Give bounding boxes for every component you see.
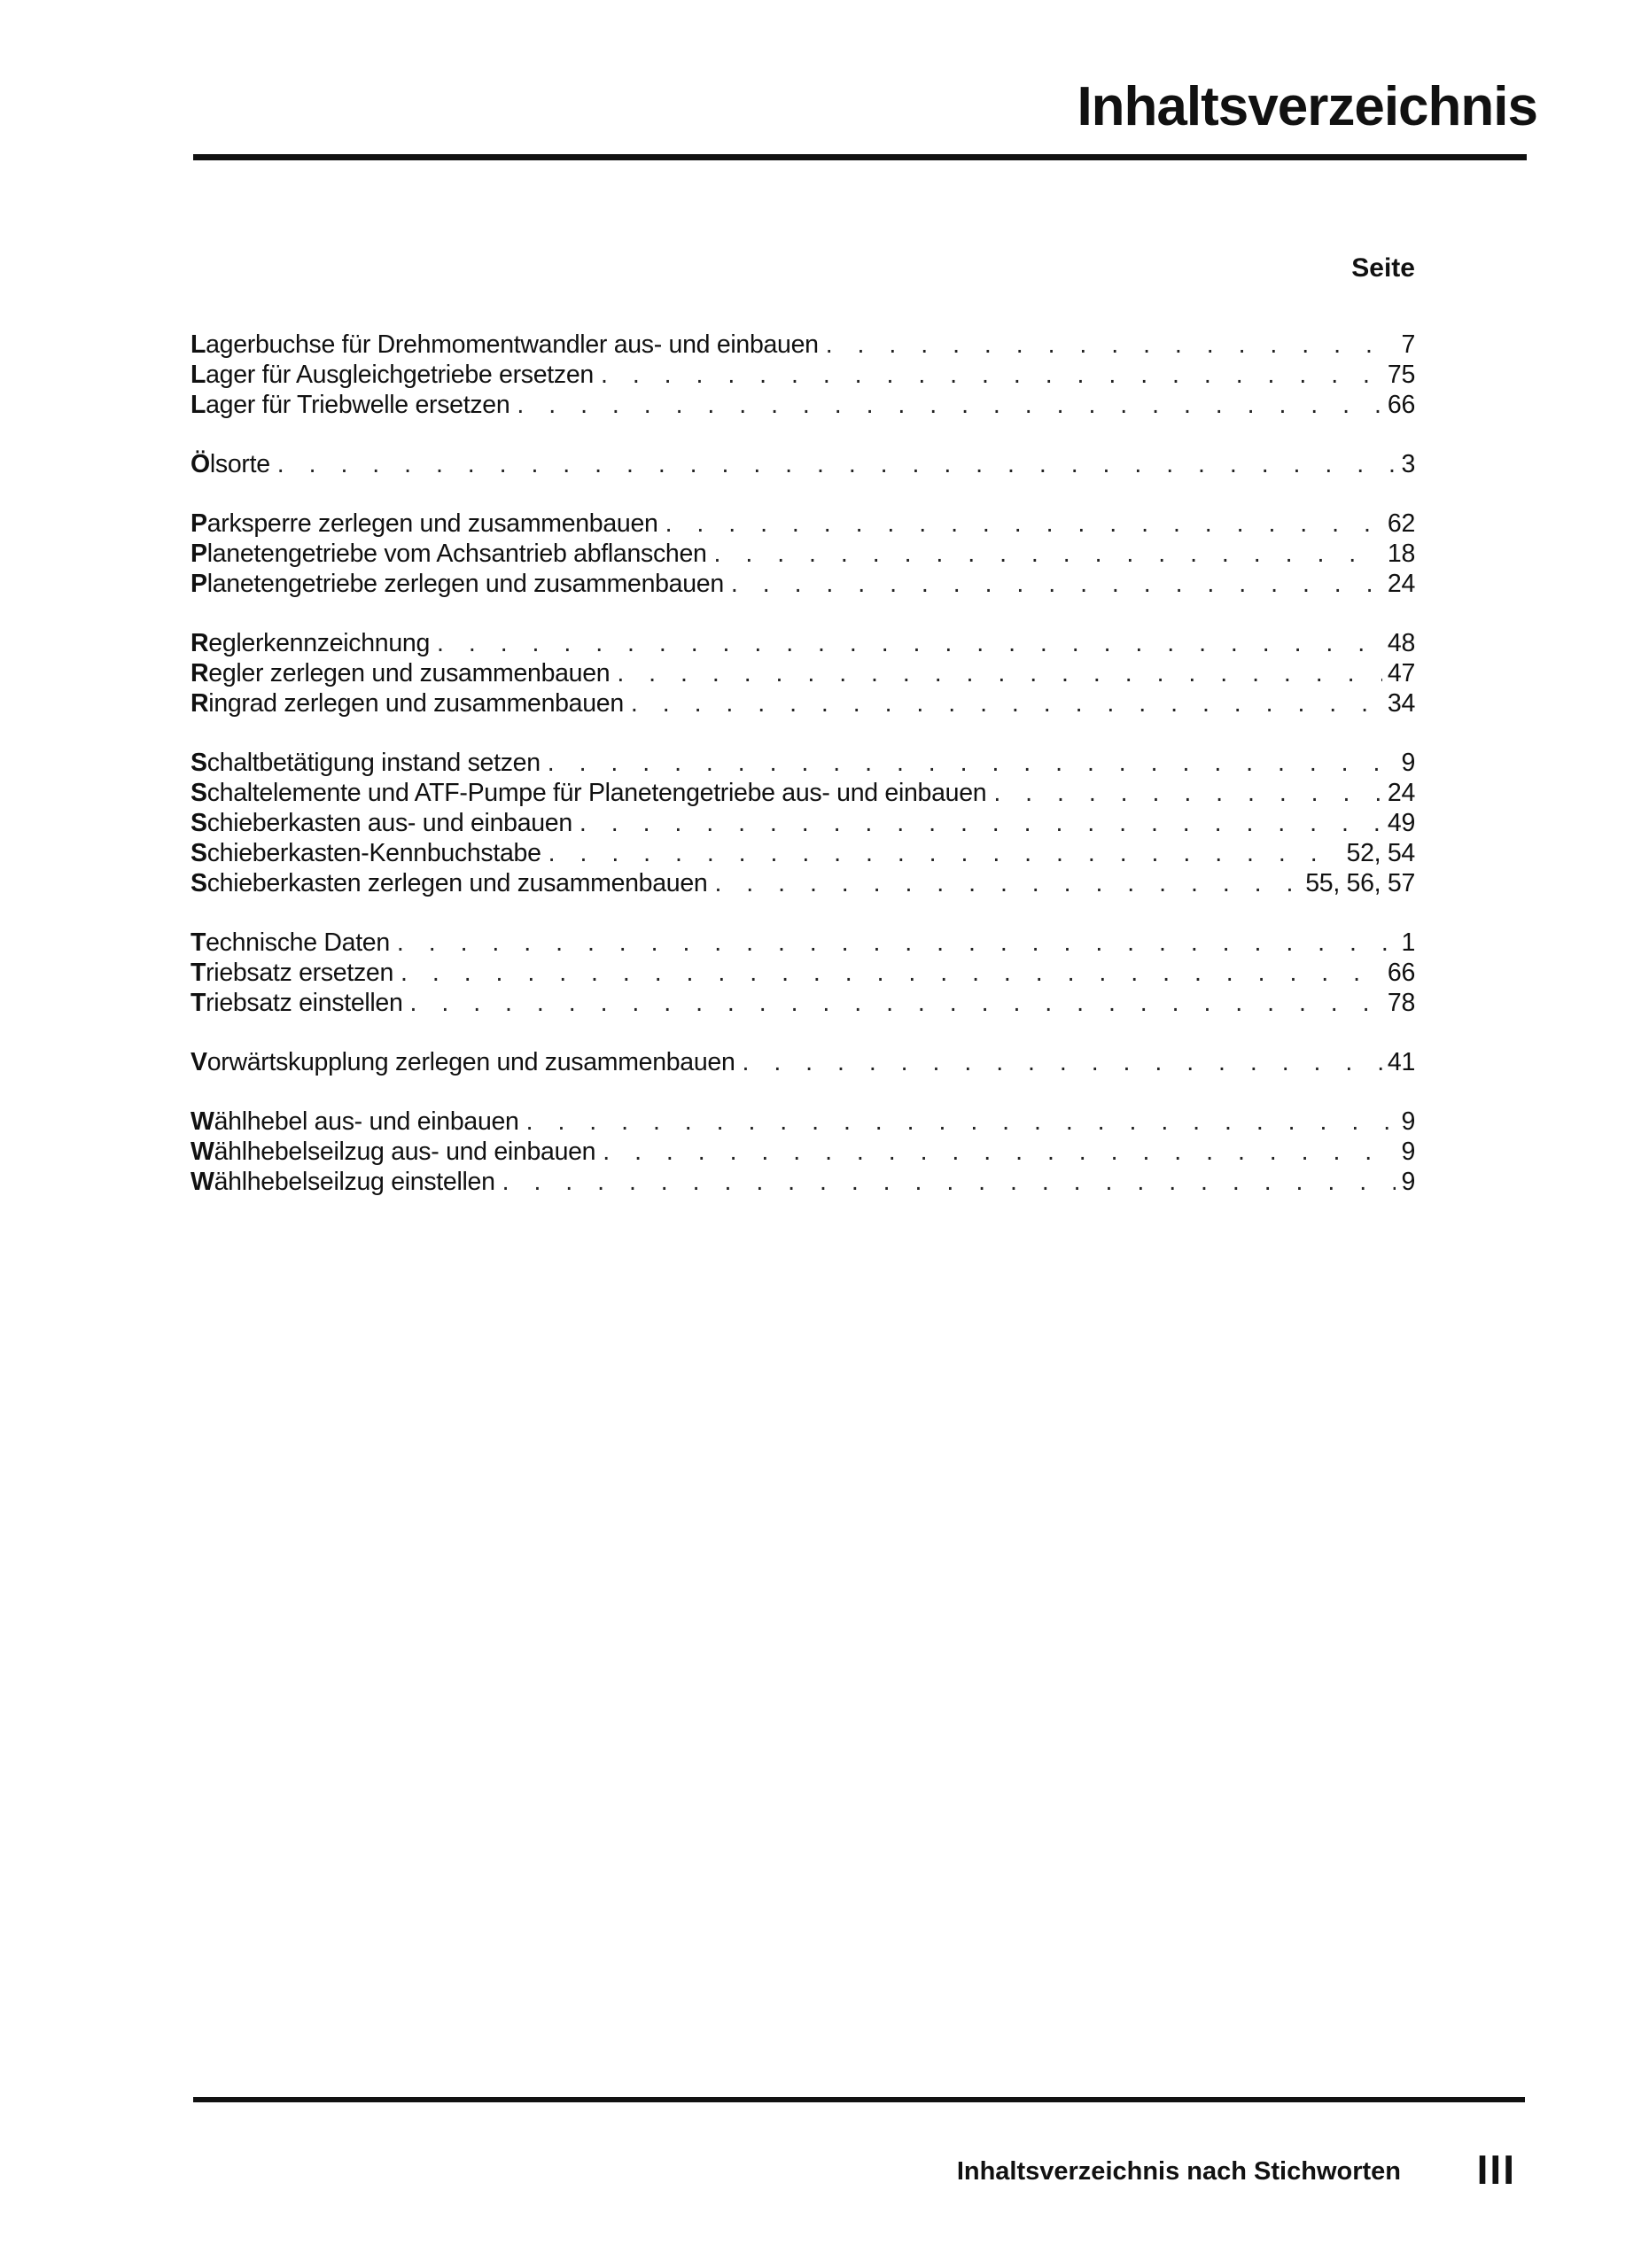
toc-group <box>191 509 1415 599</box>
toc-entry-page: 48 <box>1387 629 1415 657</box>
dot-leader <box>603 1137 1396 1167</box>
bottom-rule <box>193 2097 1525 2102</box>
toc-entry-page: 49 <box>1387 809 1415 837</box>
dot-leader <box>579 808 1382 838</box>
toc-entry-title: Schaltelemente und ATF-Pumpe für Planetengetriebe aus- und einbauen <box>191 779 987 807</box>
dot-leader <box>601 360 1382 390</box>
toc-entry-title: Reglerkennzeichnung <box>191 629 431 657</box>
toc-entry-page: 7 <box>1401 330 1415 359</box>
toc-entry-page: 9 <box>1401 1138 1415 1166</box>
toc-entry <box>191 748 1415 778</box>
toc-entry-title: Schieberkasten-Kennbuchstabe <box>191 839 541 867</box>
toc-entry-page: 66 <box>1387 959 1415 987</box>
toc-entry-page: 66 <box>1387 391 1415 419</box>
toc-entry-page: 18 <box>1387 540 1415 568</box>
toc-entry-title: Vorwärtskupplung zerlegen und zusammenbauen <box>191 1048 735 1076</box>
toc-entry-title: Parksperre zerlegen und zusammenbauen <box>191 509 658 538</box>
toc-entry-page: 75 <box>1387 361 1415 389</box>
toc-group <box>191 449 1415 479</box>
dot-leader <box>731 569 1382 599</box>
toc-entry-page: 47 <box>1387 659 1415 687</box>
toc-entry <box>191 628 1415 658</box>
toc-entry-title: Ringrad zerlegen und zusammenbauen <box>191 689 624 718</box>
toc-group <box>191 748 1415 898</box>
dot-leader <box>631 688 1382 718</box>
toc-entry <box>191 569 1415 599</box>
toc-entry-title: Schaltbetätigung instand setzen <box>191 749 541 777</box>
toc-entry-title: Schieberkasten aus- und einbauen <box>191 809 572 837</box>
toc-entry <box>191 1107 1415 1137</box>
page-column-label: Seite <box>1351 253 1415 283</box>
page-title: Inhaltsverzeichnis <box>1077 76 1537 137</box>
dot-leader <box>826 330 1396 360</box>
toc-entry-title: Wählhebel aus- und einbauen <box>191 1107 519 1136</box>
toc-entry-title: Wählhebelseilzug aus- und einbauen <box>191 1138 596 1166</box>
toc-entry <box>191 808 1415 838</box>
toc-group <box>191 1107 1415 1197</box>
toc-entry <box>191 838 1415 868</box>
dot-leader <box>617 658 1382 688</box>
dot-leader <box>548 748 1396 778</box>
dot-leader <box>401 958 1382 988</box>
dot-leader <box>548 838 1342 868</box>
toc-entry-title: Technische Daten <box>191 928 390 957</box>
toc-entry <box>191 449 1415 479</box>
toc-entry-page: 24 <box>1387 779 1415 807</box>
toc-entry <box>191 390 1415 420</box>
toc-entry-page: 9 <box>1401 749 1415 777</box>
toc-entry-title: Lager für Triebwelle ersetzen <box>191 391 510 419</box>
toc-entry-title: Regler zerlegen und zusammenbauen <box>191 659 611 687</box>
toc-entry-title: Wählhebelseilzug einstellen <box>191 1168 495 1196</box>
toc-entry <box>191 330 1415 360</box>
toc-entry-title: Schieberkasten zerlegen und zusammenbauen <box>191 869 708 897</box>
toc-entry-title: Planetengetriebe vom Achsantrieb abflanschen <box>191 540 707 568</box>
toc-entry <box>191 509 1415 539</box>
dot-leader <box>665 509 1382 539</box>
toc-entry <box>191 688 1415 718</box>
toc-entry <box>191 360 1415 390</box>
toc-entry-title: Triebsatz ersetzen <box>191 959 394 987</box>
toc-entry <box>191 778 1415 808</box>
dot-leader <box>993 778 1382 808</box>
toc-entry-page: 41 <box>1387 1048 1415 1076</box>
toc-entry-page: 1 <box>1401 928 1415 957</box>
toc-entry <box>191 658 1415 688</box>
toc-group <box>191 1047 1415 1077</box>
toc-entry-page: 9 <box>1401 1107 1415 1136</box>
toc-entry <box>191 868 1415 898</box>
toc-entry-page: 9 <box>1401 1168 1415 1196</box>
footer-page-number: III <box>1476 2147 1516 2193</box>
toc-group <box>191 628 1415 718</box>
toc-entry-page: 55, 56, 57 <box>1305 869 1415 897</box>
dot-leader <box>437 628 1382 658</box>
toc-entry-page: 34 <box>1387 689 1415 718</box>
toc-group <box>191 928 1415 1018</box>
toc-entry-page: 3 <box>1401 450 1415 478</box>
top-rule <box>193 154 1527 160</box>
toc-entry <box>191 1047 1415 1077</box>
dot-leader <box>743 1047 1382 1077</box>
toc-entry-page: 62 <box>1387 509 1415 538</box>
toc-entry <box>191 1137 1415 1167</box>
toc-entry <box>191 958 1415 988</box>
dot-leader <box>517 390 1382 420</box>
toc-entry-title: Lager für Ausgleichgetriebe ersetzen <box>191 361 594 389</box>
dot-leader <box>397 928 1396 958</box>
dot-leader <box>410 988 1382 1018</box>
dot-leader <box>526 1107 1396 1137</box>
footer-text: Inhaltsverzeichnis nach Stichworten <box>956 2157 1401 2186</box>
toc-entry <box>191 1167 1415 1197</box>
toc-entry-title: Ölsorte <box>191 450 270 478</box>
dot-leader <box>502 1167 1396 1197</box>
toc-entry <box>191 539 1415 569</box>
toc-entry-title: Planetengetriebe zerlegen und zusammenbauen <box>191 570 724 598</box>
toc-entry <box>191 928 1415 958</box>
dot-leader <box>714 539 1382 569</box>
toc-group <box>191 330 1415 420</box>
toc-entry-title: Lagerbuchse für Drehmomentwandler aus- und einbauen <box>191 330 819 359</box>
toc-entry-page: 24 <box>1387 570 1415 598</box>
toc-entry-page: 52, 54 <box>1346 839 1415 867</box>
dot-leader <box>277 449 1396 479</box>
toc-entry-page: 78 <box>1387 989 1415 1017</box>
table-of-contents <box>191 330 1415 1226</box>
dot-leader <box>714 868 1300 898</box>
toc-entry-title: Triebsatz einstellen <box>191 989 403 1017</box>
toc-entry <box>191 988 1415 1018</box>
